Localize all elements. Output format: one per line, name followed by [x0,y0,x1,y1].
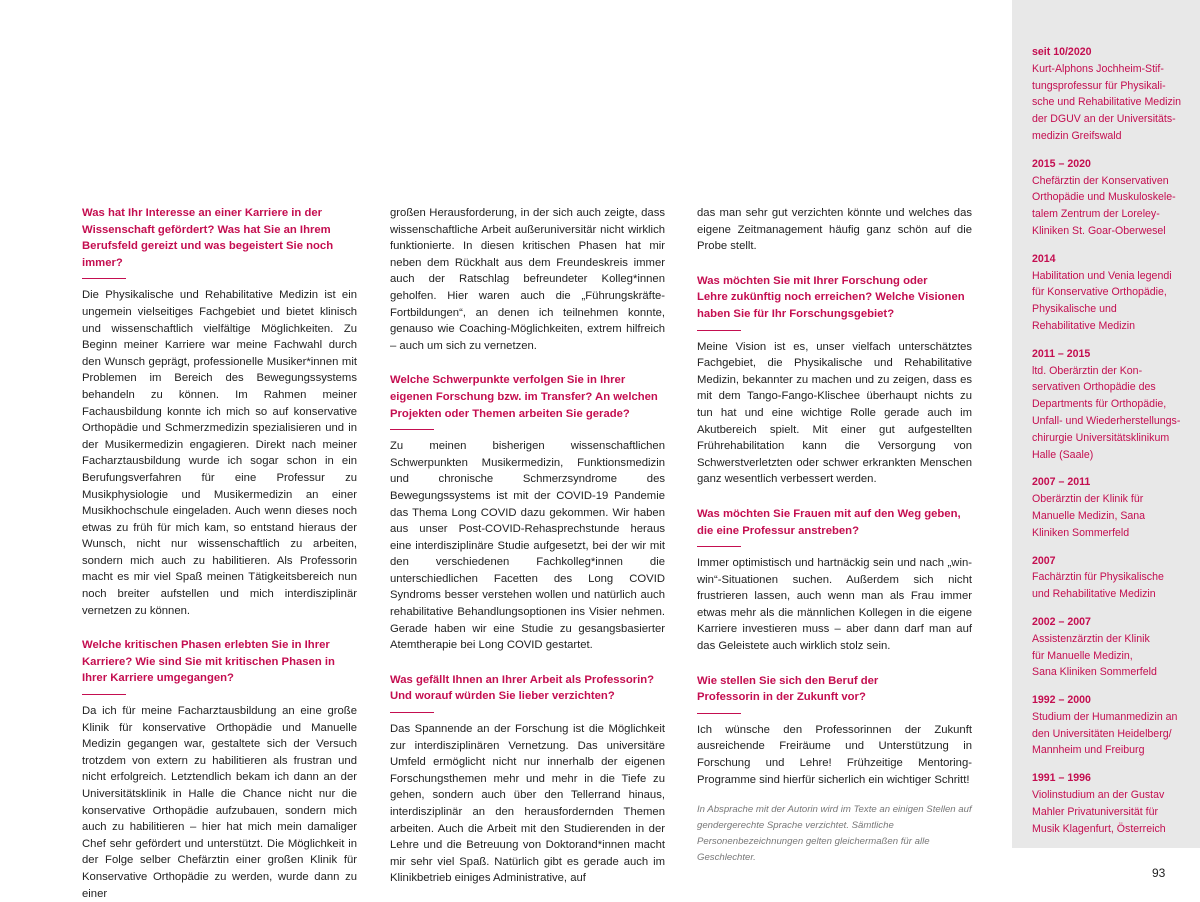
question-divider [390,429,434,430]
cv-year: seit 10/2020 [1032,46,1092,58]
answer-paragraph: Immer optimistisch und hartnäckig sein und nach „win-win“-Situationen suchen. Außerdem sich nicht frustrieren lassen, auch wenn man als Frau immer etwas mehr als die männlichen Kollegen in die eigene Karriere investieren muss – aber dann darf man auf das Geleistete auch wirklich stolz sein. [697,557,972,653]
question-line: Wie stellen Sie sich den Beruf der [697,674,879,687]
cv-year: 2007 – 2011 [1032,476,1091,489]
cv-description-line: sche und Rehabilitative Medizin [1032,96,1181,109]
question-line: Was hat Ihr Interesse an einer Karriere in der [82,207,323,219]
question-line: Was möchten Sie Frauen mit auf den Weg geben, [697,507,961,520]
cv-description-line: Mannheim und Freiburg [1032,744,1145,757]
question-line: haben Sie für Ihr Forschungsgebiet? [697,307,895,320]
gender-language-note: In Absprache mit der Autorin wird im Texte an einigen Stellen auf gendergerechte Sprache verzichtet. Sämtliche Personenbezeichnungen gelten gleichermaßen für alle Geschlechter. [697,804,972,864]
answer-paragraph: Die Physikalische und Rehabilitative Medizin ist ein ungemein vielseitiges Fachgebiet und bietet klinisch und wissenschaftlich vielfältige Möglichkeiten. Zu Beginn meiner Karriere war meine Fachwahl durch den Wunsch geprägt, professionelle Musiker*innen mit Problemen im Bereich des Bewegungssystems behandeln zu können. Im Rahmen meiner Fachausbildung konnte ich mich so auf konservative Orthopädie und Schmerzmedizin spezialisieren und in der Musikermedizin engagieren. Direkt nach meiner Facharztausbildung wurde ich sogar schon in ein Berufungsverfahren für eine Professur zu Musikphysiologie und Musikermedizin an einer Musikhochschule eingeladen. Auch wenn dieses noch etwas zu früh für mich kam, so entstand hieraus der Wunsch, nicht nur wissenschaftlich zu arbeiten, sondern mich auch zu habilitieren. Als Professorin macht es mir viel Spaß meinen Tätigkeitsbereich nun noch breiter aufstellen und mich interdisziplinär vernetzen zu können. [82,289,357,617]
interview-question [697,673,972,706]
cv-description-line: Departments für Orthopädie, [1032,398,1167,411]
question-divider [390,712,434,713]
cv-year: 2014 [1032,252,1056,265]
cv-description-line: servativen Orthopädie des [1032,381,1156,394]
answer-paragraph: Das Spannende an der Forschung ist die Möglichkeit zur interdisziplinären Vernetzung. Das universitäre Umfeld ermöglicht nicht nur innerhalb der eigenen Forschungsthemen mehr und mehr in die Tiefe zu gehen, sondern auch über den Tellerrand hinaus, interdisziplinär an den herausfordernden Themen arbeiten. Auch die Arbeit mit den Studierenden in der Lehre und die Betreuung von Doktorand*innen macht mir sehr viel Spaß. Natürlich gibt es gerade auch im Klinikbetrieb einiges Administrative, auf [390,723,665,885]
cv-description-line: Violinstudium an der Gustav [1032,789,1165,802]
page-number: 93 [1152,866,1166,880]
answer-paragraph: Meine Vision ist es, unser vielfach unterschätztes Fachgebiet, die Physikalische und Rehabilitative Medizin, bekannter zu machen und zu zeigen, dass es mit dem Tango-Fango-Klischee überhaupt nichts zu tun hat und eine wichtige Rolle gerade auch im Akutbereich spielt. Mit einer gut aufgestellten Frührehabilitation kann die Versorgung von Schwerstverletzten oder schwer erkrankten Menschen ganz wesentlich verbessert werden. [697,340,972,486]
question-divider [697,713,741,714]
cv-description-line: Chefärztin der Konservativen [1032,174,1169,187]
cv-year: 1991 – 1996 [1032,772,1091,785]
cv-description-line: Kliniken Sommerfeld [1032,526,1130,539]
cv-description-line: für Manuelle Medizin, [1032,649,1133,662]
answer-paragraph: das man sehr gut verzichten könnte und welches das eigene Zeitmanagement häufig ganz schön auf die Probe stellt. [697,207,972,253]
cv-description-line: Sana Kliniken Sommerfeld [1032,666,1157,679]
cv-description-line: Rehabilitative Medizin [1032,319,1136,332]
text-column-1 [82,205,357,902]
cv-entry [1032,251,1192,335]
question-line: Ihrer Karriere umgegangen? [82,672,234,685]
cv-description-line: Orthopädie und Muskuloskele- [1032,191,1176,204]
cv-description-line: Mahler Privatuniversität für [1032,805,1158,818]
question-line: Projekten oder Themen arbeiten Sie gerade? [390,407,630,420]
interview-question [82,637,357,687]
cv-description-line: Kliniken St. Goar-Oberwesel [1032,224,1166,237]
interview-question [390,672,665,705]
question-line: Und worauf würden Sie lieber verzichten? [390,690,615,703]
question-line: Karriere? Wie sind Sie mit kritischen Phasen in [82,655,335,668]
cv-entry [1032,156,1192,240]
interview-question [82,205,357,271]
cv-year: 2015 – 2020 [1032,157,1091,170]
cv-description-line: chirurgie Universitätsklinikum [1032,431,1170,444]
cv-description-line: und Rehabilitative Medizin [1032,588,1156,601]
cv-entry [1032,346,1192,464]
cv-year: 2002 – 2007 [1032,615,1091,628]
cv-entry [1032,692,1192,759]
cv-description-line: der DGUV an der Universitäts- [1032,113,1176,126]
cv-description-line: medizin Greifswald [1032,129,1122,142]
interview-question [697,273,972,323]
question-line: Berufsfeld gereizt und was begeistert Sie noch immer? [82,240,334,269]
question-line: Professorin in der Zukunft vor? [697,691,866,704]
cv-description-line: Musik Klagenfurt, Österreich [1032,822,1166,835]
cv-entry [1032,44,1192,145]
question-line: die eine Professur anstreben? [697,524,859,537]
cv-description-line: Physikalische und [1032,303,1117,316]
cv-description-line: Assistenzärztin der Klinik [1032,632,1150,645]
answer-paragraph: Da ich für meine Facharztausbildung an eine große Klinik für konservative Orthopädie und Manuelle Medizin gegangen war, gestaltete sich der Versuch trotzdem von extern zu habilitieren als frustran und nicht erfolgreich. Letztendlich bekam ich dann an der Universitätsklinik in Halle die Chance nicht nur die konservative Orthopädie aufzubauen, sondern mich auch zu habilitieren – hier hat mich mein damaliger Chef sehr gefördert und unterstützt. Die Möglichkeit in der Folge selber Chefärztin einer großen Klinik für Konservative Orthopädie zu werden, wurde dann zu einer [82,705,357,900]
question-divider [82,278,126,279]
cv-description-line: talem Zentrum der Loreley- [1032,208,1160,221]
cv-year: 2007 [1032,554,1056,567]
cv-description-line: für Konservative Orthopädie, [1032,286,1167,299]
cv-description-line: Kurt-Alphons Jochheim-Stif- [1032,62,1164,75]
interview-question [390,372,665,422]
cv-sidebar [1012,0,1200,848]
cv-description-line: Habilitation und Venia legendi [1032,269,1172,282]
cv-entry [1032,770,1192,837]
answer-paragraph: großen Herausforderung, in der sich auch zeigte, dass wissenschaftliche Arbeit außeruniversitär nicht wirklich funktionierte. In diesen kritischen Phasen hat mir neben dem Rückhalt aus dem Freundeskreis immer auch der Ratschlag befreundeter Kolleg*innen geholfen. Hier waren auch die „Führungskräfte-Fortbildungen“, an denen ich teilnehmen konnte, genauso wie Coaching-Möglichkeiten, extrem hilfreich – auch um sich zu vernetzen. [390,207,665,352]
cv-description-line: ltd. Oberärztin der Kon- [1032,364,1143,377]
cv-description-line: Oberärztin der Klinik für [1032,493,1144,506]
question-line: Was gefällt Ihnen an Ihrer Arbeit als Professorin? [390,673,655,686]
question-line: Lehre zukünftig noch erreichen? Welche Visionen [697,291,965,304]
answer-paragraph: Zu meinen bisherigen wissenschaftlichen Schwerpunkten Musikermedizin, Funktionsmedizin und chronische Schmerzsyndrome des Bewegungssystems ist mit der COVID-19 Pandemie das Thema Long COVID dazu gekommen. Wir haben aus unser Post-COVID-Rehasprechstunde heraus eine interdisziplinäre Studie aufgesetzt, bei der wir mit den verschiedenen Fachkolleg*innen die unterschiedlichen Facetten des Long COVID Syndroms besser verstehen wollen und natürlich auch rehabilitative Behandlungsoptionen ins Visier nehmen. Gerade haben wir eine Studie zu gesangsbasierter Atemtherapie bei Long COVID gestartet. [390,440,665,652]
cv-entry [1032,474,1192,541]
question-line: Welche kritischen Phasen erlebten Sie in Ihrer [82,639,330,652]
answer-paragraph: Ich wünsche den Professorinnen der Zukunft ausreichende Freiräume und Unterstützung in Forschung und Lehre! Frühzeitige Mentoring-Programme sind hierfür sicherlich ein wichtiger Schritt! [697,723,972,786]
cv-description-line: den Universitäten Heidelberg/ [1032,727,1172,740]
text-column-2 [390,205,665,887]
cv-entry [1032,614,1192,681]
question-divider [82,694,126,695]
interview-question [697,506,972,539]
cv-description-line: Fachärztin für Physikalische [1032,571,1164,584]
cv-entry [1032,553,1192,603]
cv-list [1032,44,1192,848]
cv-description-line: Manuelle Medizin, Sana [1032,509,1146,522]
question-divider [697,330,741,331]
question-divider [697,546,741,547]
cv-description-line: Halle (Saale) [1032,448,1094,461]
cv-description-line: Studium der Humanmedizin an [1032,710,1178,723]
cv-description-line: Unfall- und Wiederherstellungs- [1032,414,1181,427]
cv-description-line: tungsprofessur für Physikali- [1032,79,1166,92]
question-line: Was möchten Sie mit Ihrer Forschung oder [697,274,928,287]
text-column-3 [697,205,972,866]
question-line: Welche Schwerpunkte verfolgen Sie in Ihrer [390,374,626,387]
cv-year: 1992 – 2000 [1032,694,1091,707]
cv-year: 2011 – 2015 [1032,347,1091,360]
question-line: eigenen Forschung bzw. im Transfer? An welchen [390,390,658,403]
question-line: Wissenschaft gefördert? Was hat Sie an Ihrem [82,223,331,236]
